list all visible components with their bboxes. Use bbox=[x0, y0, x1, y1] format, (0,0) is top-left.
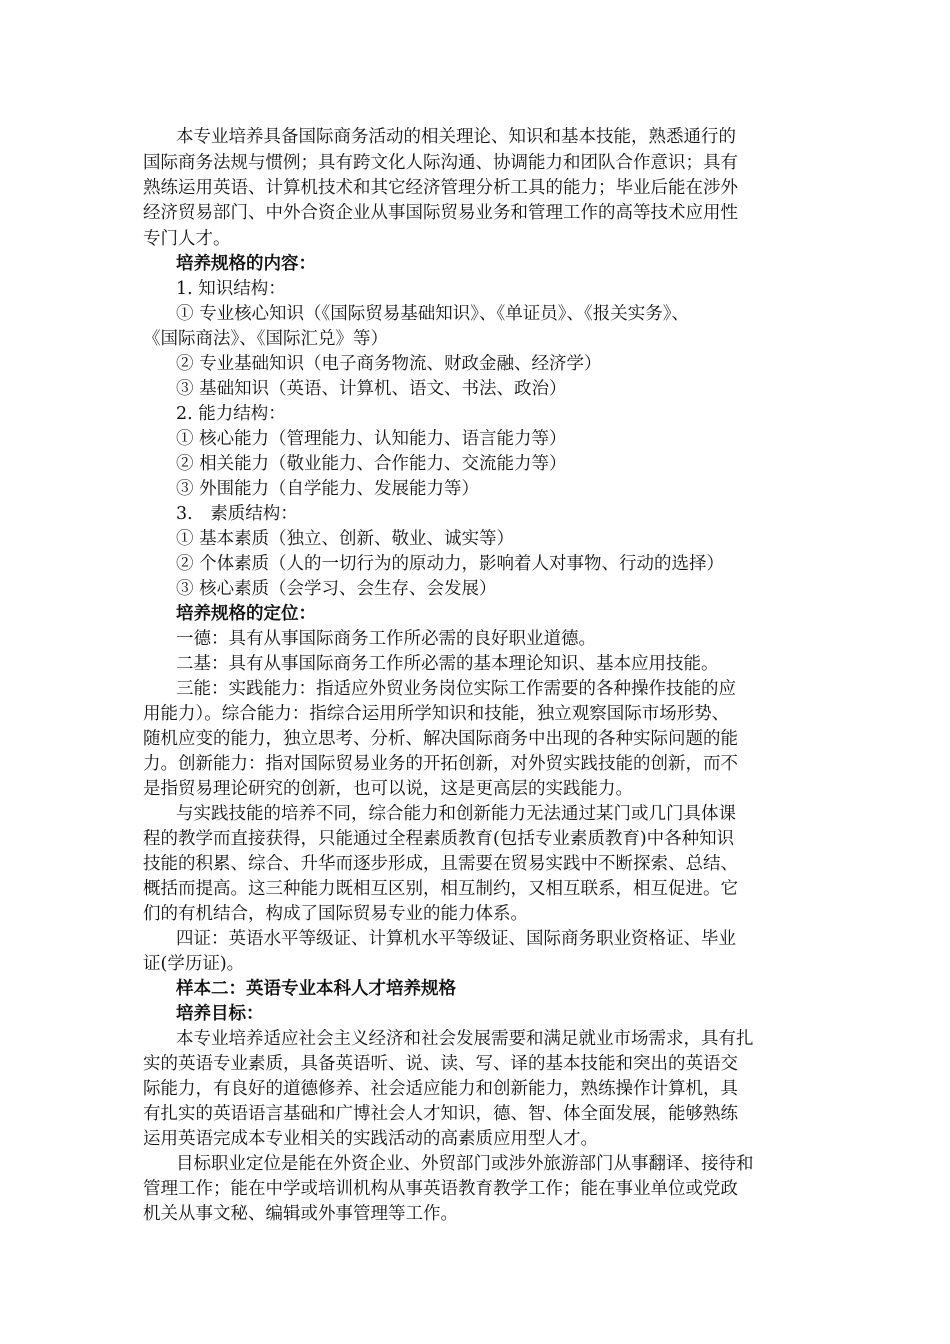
text-line: 专门人才。 bbox=[143, 229, 231, 249]
text-line: 概括而提高。这三种能力既相互区别，相互制约，又相互联系，相互促进。它 bbox=[143, 879, 738, 899]
text-line: ③ 基础知识（英语、计算机、语文、书法、政治） bbox=[176, 379, 567, 399]
text-line: 技能的积累、综合、升华而逐步形成，且需要在贸易实践中不断探索、总结、 bbox=[143, 854, 738, 874]
text-line: 四证：英语水平等级证、计算机水平等级证、国际商务职业资格证、毕业 bbox=[176, 929, 736, 949]
text-line: 一德：具有从事国际商务工作所必需的良好职业道德。 bbox=[176, 629, 596, 649]
text-line: 管理工作；能在中学或培训机构从事英语教育教学工作；能在事业单位或党政 bbox=[143, 1179, 738, 1199]
text-line: 证(学历证)。 bbox=[143, 954, 245, 974]
text-line: 国际商务法规与惯例；具有跨文化人际沟通、协调能力和团队合作意识；具有 bbox=[143, 153, 738, 173]
text-line: 随机应变的能力，独立思考、分析、解决国际商务中出现的各种实际问题的能 bbox=[143, 729, 738, 749]
text-line: ② 专业基础知识（电子商务物流、财政金融、经济学） bbox=[176, 354, 602, 374]
text-line: ① 基本素质（独立、创新、敬业、诚实等） bbox=[176, 529, 515, 549]
text-line: ③ 外围能力（自学能力、发展能力等） bbox=[176, 479, 480, 499]
text-line: 三能：实践能力：指适应外贸业务岗位实际工作需要的各种操作技能的应 bbox=[176, 679, 736, 699]
text-line: 2. 能力结构： bbox=[176, 404, 286, 424]
text-line: 程的教学而直接获得，只能通过全程素质教育(包括专业素质教育)中各种知识 bbox=[143, 829, 735, 849]
text-line: 与实践技能的培养不同，综合能力和创新能力无法通过某门或几门具体课 bbox=[176, 804, 736, 824]
section-heading: 培养规格的定位： bbox=[176, 604, 316, 624]
text-line: 二基：具有从事国际商务工作所必需的基本理论知识、基本应用技能。 bbox=[176, 654, 719, 674]
text-line: 们的有机结合，构成了国际贸易专业的能力体系。 bbox=[143, 904, 528, 924]
text-line: 熟练运用英语、计算机技术和其它经济管理分析工具的能力；毕业后能在涉外 bbox=[143, 178, 738, 198]
text-line: 经济贸易部门、中外合资企业从事国际贸易业务和管理工作的高等技术应用性 bbox=[143, 203, 738, 223]
section-heading: 培养规格的内容： bbox=[176, 254, 316, 274]
text-line: 本专业培养具备国际商务活动的相关理论、知识和基本技能，熟悉通行的 bbox=[176, 127, 736, 147]
section-heading: 培养目标： bbox=[176, 1004, 264, 1024]
text-line: 《国际商法》、《国际汇兑》等） bbox=[143, 329, 388, 349]
text-line: 实的英语专业素质，具备英语听、说、读、写、译的基本技能和突出的英语交 bbox=[143, 1054, 738, 1074]
text-line: ① 专业核心知识（《国际贸易基础知识》、《单证员》、《报关实务》、 bbox=[176, 304, 690, 324]
text-line: ② 个体素质（人的一切行为的原动力，影响着人对事物、行动的选择） bbox=[176, 554, 725, 574]
text-line: 本专业培养适应社会主义经济和社会发展需要和满足就业市场需求，具有扎 bbox=[176, 1029, 754, 1049]
text-line: 1. 知识结构： bbox=[176, 279, 286, 299]
text-line: 际能力，有良好的道德修养、社会适应能力和创新能力，熟练操作计算机，具 bbox=[143, 1079, 738, 1099]
text-line: 运用英语完成本专业相关的实践活动的高素质应用型人才。 bbox=[143, 1129, 598, 1149]
text-line: 是指贸易理论研究的创新，也可以说，这是更高层的实践能力。 bbox=[143, 779, 633, 799]
text-line: 有扎实的英语语言基础和广博社会人才知识，德、智、体全面发展，能够熟练 bbox=[143, 1104, 738, 1124]
section-heading: 样本二：英语专业本科人才培养规格 bbox=[176, 979, 456, 999]
text-line: 3. 素质结构： bbox=[176, 504, 298, 524]
text-line: 目标职业定位是能在外资企业、外贸部门或涉外旅游部门从事翻译、接待和 bbox=[176, 1154, 754, 1174]
text-line: 力。创新能力：指对国际贸易业务的开拓创新，对外贸实践技能的创新，而不 bbox=[143, 754, 738, 774]
text-line: 用能力）。综合能力：指综合运用所学知识和技能，独立观察国际市场形势、 bbox=[143, 704, 730, 724]
text-line: ③ 核心素质（会学习、会生存、会发展） bbox=[176, 579, 497, 599]
text-line: 机关从事文秘、编辑或外事管理等工作。 bbox=[143, 1204, 458, 1224]
text-line: ① 核心能力（管理能力、认知能力、语言能力等） bbox=[176, 429, 567, 449]
text-line: ② 相关能力（敬业能力、合作能力、交流能力等） bbox=[176, 454, 567, 474]
